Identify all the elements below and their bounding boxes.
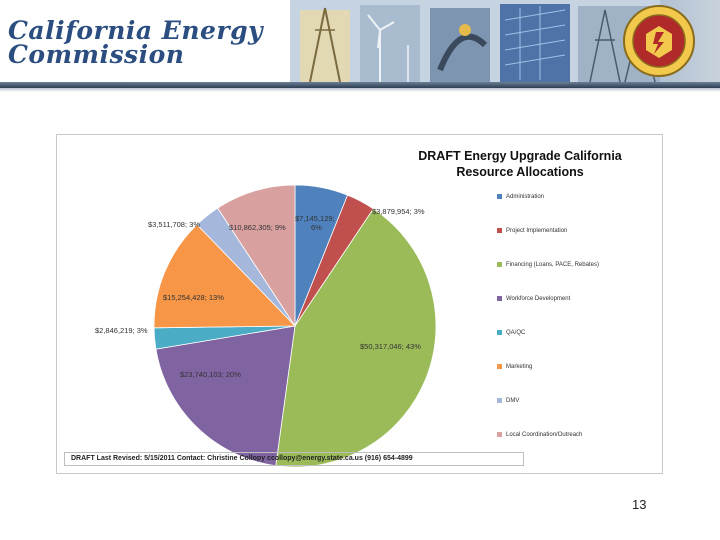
legend-label-1: Administration xyxy=(506,194,545,200)
data-label-5: $2,846,219; 3% xyxy=(95,326,148,335)
pie-slice-4 xyxy=(156,326,295,466)
legend-swatch-8 xyxy=(497,432,502,437)
legend-swatch-1 xyxy=(497,194,502,199)
logo-text-line1: California Energy xyxy=(8,16,264,45)
data-label-8: $10,862,305; 9% xyxy=(229,223,286,232)
footer-note: DRAFT Last Revised: 5/15/2011 Contact: Christine Collopy ccollopy@energy.state.ca.us (916) 654-4899 xyxy=(64,452,524,466)
data-label-1-part1: $7,145,129; xyxy=(295,214,335,223)
data-label-3: $50,317,046; 43% xyxy=(360,342,421,351)
data-label-1-part2: 6% xyxy=(311,223,322,232)
logo-text-line2: Commission xyxy=(8,40,185,69)
legend-label-6: Marketing xyxy=(506,364,533,370)
legend-swatch-7 xyxy=(497,398,502,403)
legend-label-4: Workforce Development xyxy=(506,296,571,302)
legend-swatch-4 xyxy=(497,296,502,301)
legend-swatch-3 xyxy=(497,262,502,267)
legend-swatch-6 xyxy=(497,364,502,369)
legend-label-3: Financing (Loans, PACE, Rebates) xyxy=(506,262,599,268)
data-label-6: $15,254,428; 13% xyxy=(163,293,224,302)
legend-swatch-5 xyxy=(497,330,502,335)
page-number: 13 xyxy=(632,497,647,512)
data-label-2: $3,879,954; 3% xyxy=(372,207,425,216)
legend-label-5: QA/QC xyxy=(506,330,526,336)
data-label-4: $23,740,103; 20% xyxy=(180,370,241,379)
chart-title-line1: DRAFT Energy Upgrade California xyxy=(418,149,622,163)
legend-swatch-2 xyxy=(497,228,502,233)
chart-title-line2: Resource Allocations xyxy=(456,165,584,179)
legend-label-7: DMV xyxy=(506,398,520,404)
legend-label-8: Local Coordination/Outreach xyxy=(506,432,583,438)
chart-title xyxy=(390,148,650,180)
legend-label-2: Project Implementation xyxy=(506,228,568,234)
data-label-7: $3,511,708; 3% xyxy=(148,220,200,229)
